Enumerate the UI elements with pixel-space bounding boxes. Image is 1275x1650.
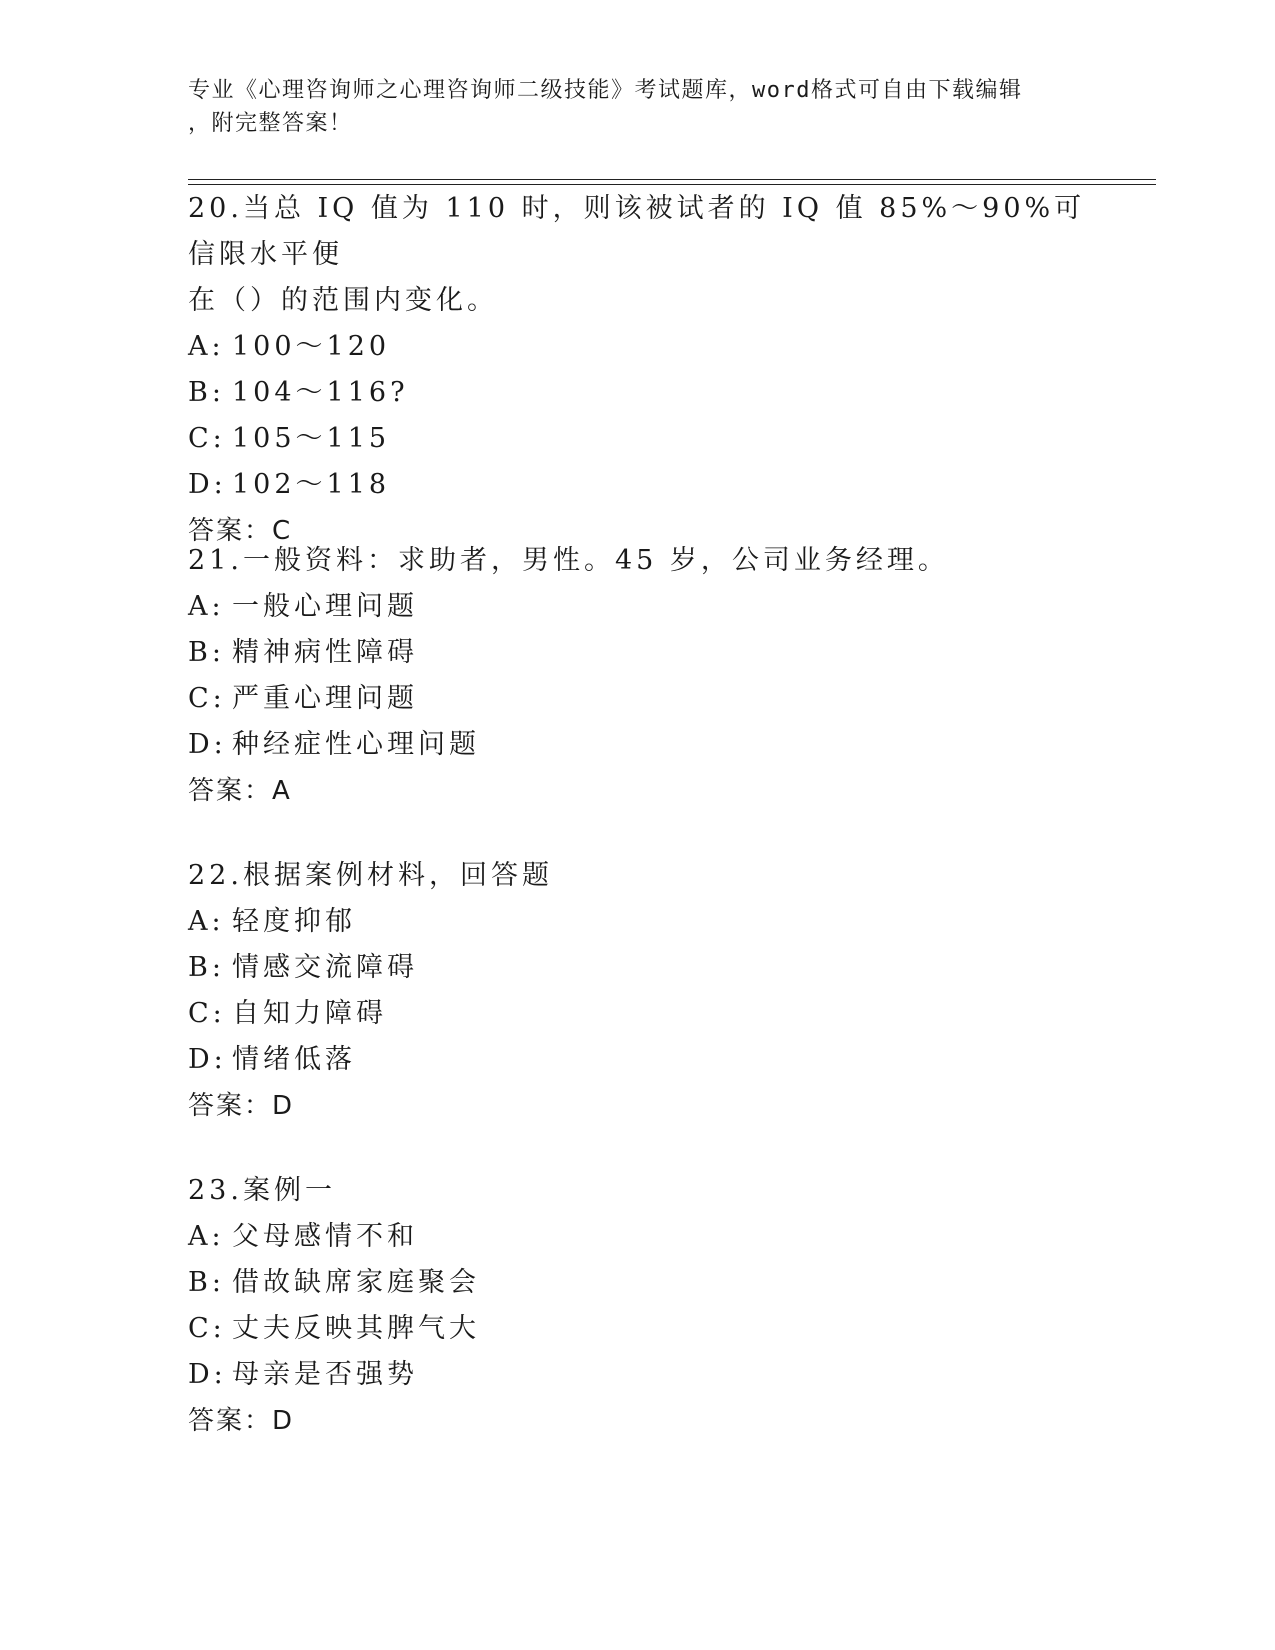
option-c [188, 1306, 1088, 1352]
answer-label: 答案：D [188, 1406, 295, 1436]
question-23 [188, 1168, 1088, 1444]
option-text: 104～116? [232, 377, 409, 408]
option-text: 种经症性心理问题 [232, 729, 480, 760]
option-letter: D: [188, 1359, 227, 1390]
option-text: 精神病性障碍 [232, 637, 418, 668]
option-letter: C: [188, 1313, 226, 1344]
option-letter: B: [188, 952, 225, 983]
option-text: 丈夫反映其脾气大 [232, 1313, 480, 1344]
option-b [188, 945, 1088, 991]
option-letter: D: [188, 469, 227, 500]
option-letter: A: [188, 591, 225, 622]
option-c [188, 991, 1088, 1037]
question-21 [188, 538, 1088, 814]
question-22 [188, 853, 1088, 1129]
option-text: 母亲是否强势 [232, 1359, 418, 1390]
header-line-2: ，附完整答案！ [188, 111, 353, 136]
option-letter: C: [188, 998, 226, 1029]
question-20 [188, 186, 1088, 554]
option-text: 父母感情不和 [232, 1221, 418, 1252]
option-text: 100～120 [232, 331, 391, 362]
option-b [188, 1260, 1088, 1306]
option-d [188, 1037, 1088, 1083]
document-header [188, 74, 1078, 140]
question-title-line-1: 21.一般资料：求助者，男性。45 岁，公司业务经理。 [188, 545, 949, 576]
option-text: 105～115 [232, 423, 391, 454]
option-letter: C: [188, 423, 226, 454]
header-line-1: 专业《心理咨询师之心理咨询师二级技能》考试题库，word格式可自由下载编辑 [188, 78, 1023, 103]
option-letter: B: [188, 377, 225, 408]
header-divider-top [188, 179, 1156, 180]
option-c [188, 676, 1088, 722]
question-title-line-1: 20.当总 IQ 值为 110 时，则该被试者的 IQ 值 85%～90%可信限水平便 [188, 193, 1086, 270]
option-text: 借故缺席家庭聚会 [232, 1267, 480, 1298]
option-c [188, 416, 1088, 462]
option-b [188, 370, 1088, 416]
option-letter: D: [188, 1044, 227, 1075]
option-text: 102～118 [232, 469, 391, 500]
option-text: 自知力障碍 [232, 998, 387, 1029]
answer-label: 答案：A [188, 776, 292, 806]
option-letter: C: [188, 683, 226, 714]
option-letter: B: [188, 1267, 225, 1298]
option-d [188, 462, 1088, 508]
option-d [188, 722, 1088, 768]
question-title-line-1: 23.案例一 [188, 1175, 336, 1206]
option-d [188, 1352, 1088, 1398]
option-a [188, 899, 1088, 945]
option-letter: A: [188, 906, 225, 937]
option-text: 轻度抑郁 [232, 906, 356, 937]
option-letter: A: [188, 1221, 225, 1252]
option-text: 情感交流障碍 [232, 952, 418, 983]
header-divider-bottom [188, 184, 1156, 185]
option-a [188, 324, 1088, 370]
answer-label: 答案：D [188, 1091, 295, 1121]
question-title-line-1: 22.根据案例材料，回答题 [188, 860, 553, 891]
option-a [188, 584, 1088, 630]
answer-label: 答案：C [188, 516, 293, 546]
option-text: 情绪低落 [232, 1044, 356, 1075]
option-letter: B: [188, 637, 225, 668]
option-letter: A: [188, 331, 225, 362]
option-a [188, 1214, 1088, 1260]
option-text: 一般心理问题 [232, 591, 418, 622]
option-letter: D: [188, 729, 227, 760]
question-title-line-2: 在（）的范围内变化。 [188, 285, 498, 316]
option-b [188, 630, 1088, 676]
option-text: 严重心理问题 [232, 683, 418, 714]
